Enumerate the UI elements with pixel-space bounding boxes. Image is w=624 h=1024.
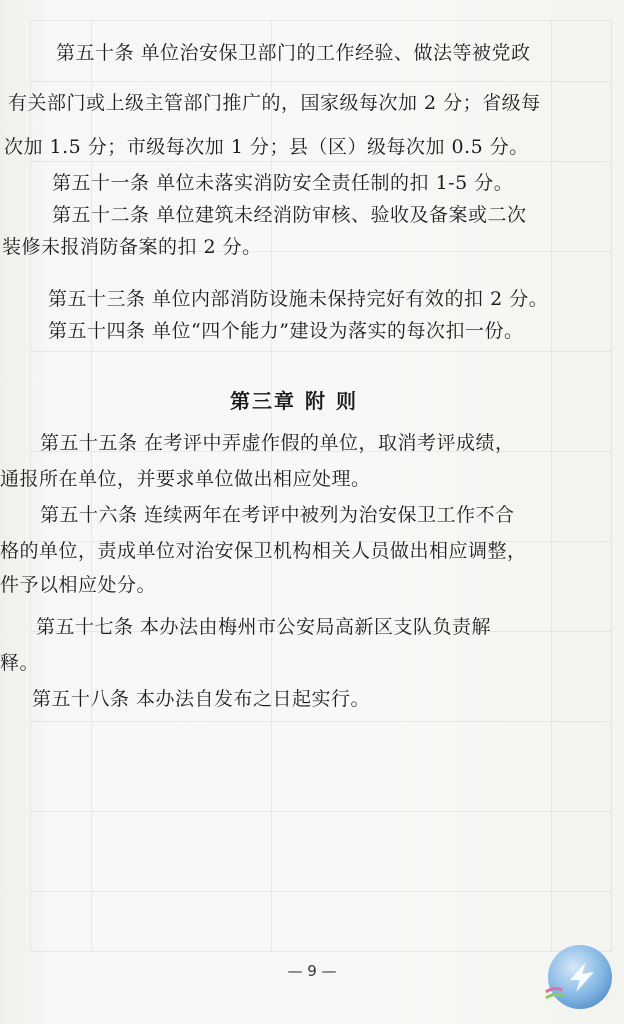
article-56-line-2: 格的单位，责成单位对治安保卫机构相关人员做出相应调整， bbox=[0, 540, 527, 562]
article-56-line-3: 件予以相应处分。 bbox=[0, 574, 157, 596]
article-53-line-1: 第五十三条 单位内部消防设施未保持完好有效的扣 2 分。 bbox=[48, 288, 549, 310]
article-51-line-1: 第五十一条 单位未落实消防安全责任制的扣 1-5 分。 bbox=[52, 172, 514, 194]
article-50-line-2: 有关部门或上级主管部门推广的，国家级每次加 2 分；省级每 bbox=[8, 92, 541, 114]
article-50-line-3: 次加 1.5 分；市级每次加 1 分；县（区）级每次加 0.5 分。 bbox=[4, 136, 529, 158]
article-52-line-1: 第五十二条 单位建筑未经消防审核、验收及备案或二次 bbox=[52, 204, 527, 226]
article-58-line-1: 第五十八条 本办法自发布之日起实行。 bbox=[32, 688, 371, 710]
article-57-line-2: 释。 bbox=[0, 652, 40, 674]
article-55-line-1: 第五十五条 在考评中弄虚作假的单位，取消考评成绩， bbox=[40, 432, 515, 454]
chapter-heading: 第三章 附 则 bbox=[230, 389, 358, 413]
page-number: — 9 — bbox=[287, 962, 337, 980]
article-56-line-1: 第五十六条 连续两年在考评中被列为治安保卫工作不合 bbox=[40, 504, 515, 526]
watermark-logo-icon bbox=[540, 940, 614, 1014]
article-50-line-1: 第五十条 单位治安保卫部门的工作经验、做法等被党政 bbox=[56, 42, 531, 64]
article-57-line-1: 第五十七条 本办法由梅州市公安局高新区支队负责解 bbox=[36, 616, 492, 638]
article-54-line-1: 第五十四条 单位“四个能力”建设为落实的每次扣一份。 bbox=[48, 320, 524, 342]
article-55-line-2: 通报所在单位，并要求单位做出相应处理。 bbox=[0, 468, 371, 490]
article-52-line-2: 装修未报消防备案的扣 2 分。 bbox=[2, 236, 262, 258]
